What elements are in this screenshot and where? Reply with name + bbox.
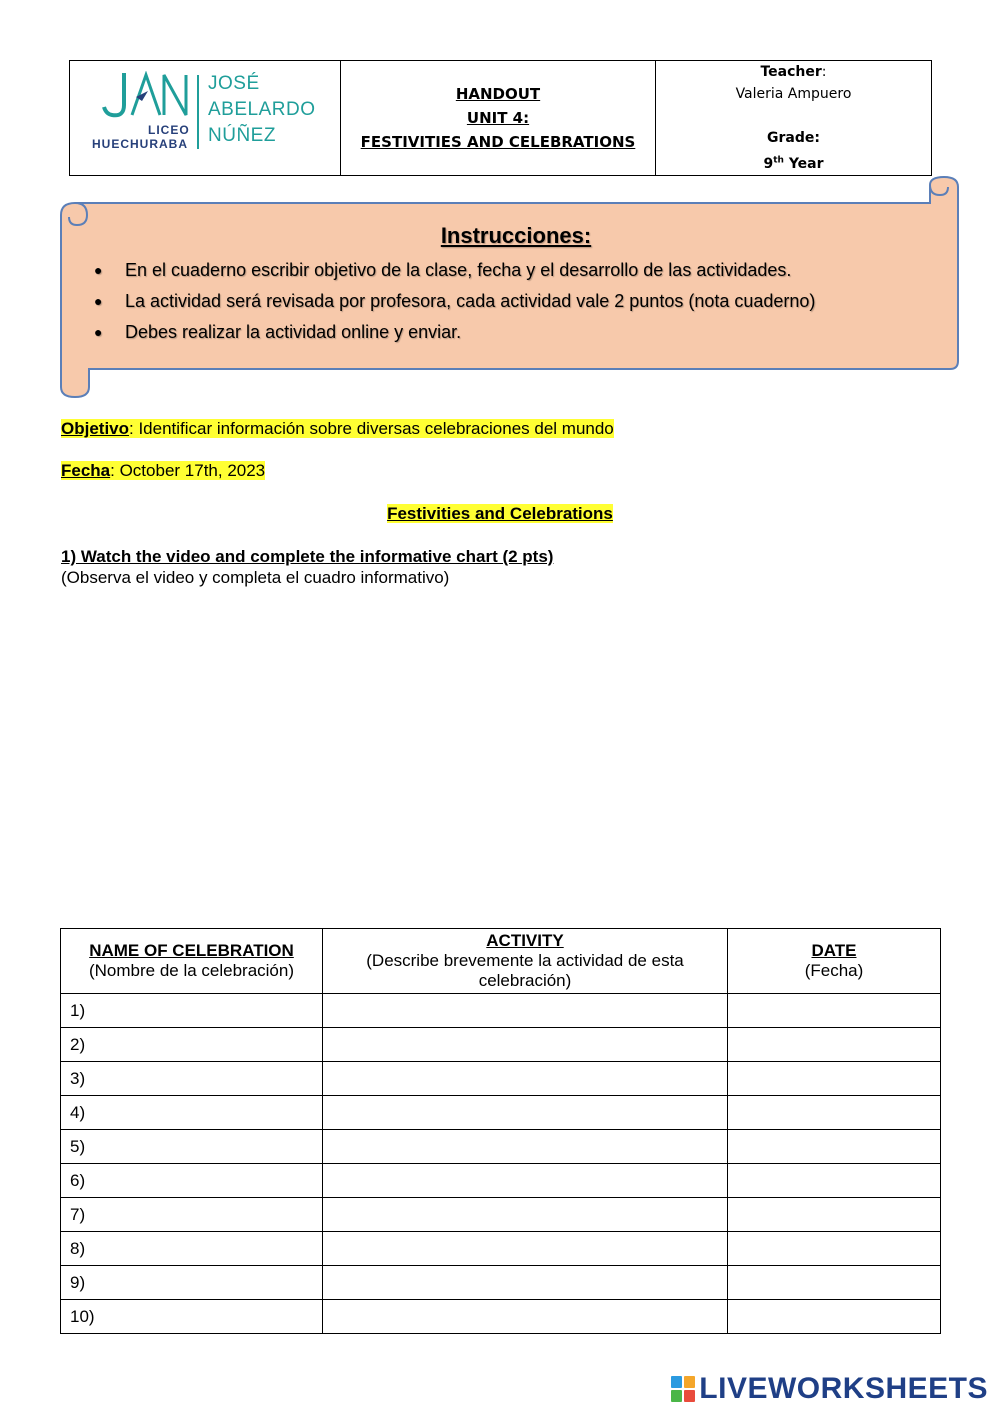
unit-title: UNIT 4: — [466, 109, 530, 127]
date-text: : October 17th, 2023 — [110, 461, 266, 480]
grade-number: 9 — [763, 155, 774, 172]
column-subtitle: (Describe brevemente la actividad de esta celebración) — [366, 951, 684, 990]
row-number: 9) — [61, 1266, 323, 1300]
table-row — [61, 1028, 941, 1062]
liveworksheets-logo-icon — [671, 1376, 695, 1402]
date-cell[interactable] — [728, 1266, 941, 1300]
row-number: 7) — [61, 1198, 323, 1232]
column-header-name — [61, 929, 323, 994]
instructions-list — [94, 256, 815, 349]
instruction-item — [94, 256, 815, 287]
instruction-text: En el cuaderno escribir objetivo de la clase, fecha y el desarrollo de las actividades. — [125, 260, 792, 280]
table-row — [61, 1096, 941, 1130]
date-cell[interactable] — [728, 1062, 941, 1096]
row-number: 1) — [61, 994, 323, 1028]
instructions-title: Instrucciones: — [440, 223, 592, 248]
column-title: NAME OF CELEBRATION — [89, 941, 294, 960]
row-number: 10) — [61, 1300, 323, 1334]
logo-commune-text: HUECHURABA — [92, 137, 188, 151]
section-title: Festivities and Celebrations — [387, 504, 613, 523]
table-row — [61, 1164, 941, 1198]
activity-cell[interactable] — [323, 1164, 728, 1198]
teacher-label: Teacher — [760, 64, 822, 81]
instruction-text: La actividad será revisada por profesora, cada actividad vale 2 puntos (nota cuaderno) — [125, 291, 816, 311]
logo-name-line-1: JOSÉ — [208, 73, 260, 94]
activity-cell[interactable] — [323, 994, 728, 1028]
table-row — [61, 1300, 941, 1334]
logo-cell — [70, 61, 341, 176]
activity-cell[interactable] — [323, 1300, 728, 1334]
teacher-label-line — [656, 61, 931, 83]
activity-cell[interactable] — [323, 1130, 728, 1164]
row-number: 8) — [61, 1232, 323, 1266]
column-title: ACTIVITY — [486, 931, 564, 950]
grade-suffix: th — [773, 155, 784, 166]
teacher-name: Valeria Ampuero — [735, 86, 852, 103]
date-label: Fecha — [61, 461, 111, 480]
activity-cell[interactable] — [323, 1232, 728, 1266]
bullet-icon: ● — [94, 262, 103, 278]
school-logo — [70, 61, 340, 175]
table-row — [61, 994, 941, 1028]
instruction-text: Debes realizar la actividad online y enviar. — [125, 322, 462, 342]
liveworksheets-brand[interactable] — [671, 1372, 988, 1406]
grade-label: Grade: — [767, 130, 820, 147]
column-subtitle: (Fecha) — [804, 961, 864, 980]
table-row — [61, 1266, 941, 1300]
table-row — [61, 1130, 941, 1164]
logo-jan-mark — [102, 71, 194, 121]
handout-cell — [341, 61, 656, 176]
column-header-date — [728, 929, 941, 994]
column-title: DATE — [811, 941, 857, 960]
objective-line — [61, 419, 614, 439]
activity-cell[interactable] — [323, 1062, 728, 1096]
date-cell[interactable] — [728, 994, 941, 1028]
table-header-row — [61, 929, 941, 994]
date-cell[interactable] — [728, 1028, 941, 1062]
row-number: 4) — [61, 1096, 323, 1130]
table-row — [61, 1198, 941, 1232]
task-subtitle: (Observa el video y completa el cuadro informativo) — [61, 568, 450, 587]
date-line — [61, 461, 265, 481]
row-number: 3) — [61, 1062, 323, 1096]
row-number: 6) — [61, 1164, 323, 1198]
header-table — [69, 60, 932, 176]
brand-text: LIVEWORKSHEETS — [699, 1372, 988, 1405]
unit-name: FESTIVITIES AND CELEBRATIONS — [360, 133, 636, 151]
teacher-cell — [656, 61, 932, 176]
activity-cell[interactable] — [323, 1096, 728, 1130]
date-cell[interactable] — [728, 1164, 941, 1198]
column-header-activity — [323, 929, 728, 994]
bullet-icon: ● — [94, 324, 103, 340]
objective-label: Objetivo — [61, 419, 130, 438]
activity-cell[interactable] — [323, 1266, 728, 1300]
date-cell[interactable] — [728, 1096, 941, 1130]
row-number: 5) — [61, 1130, 323, 1164]
column-subtitle: (Nombre de la celebración) — [88, 961, 295, 980]
logo-liceo-text: LICEO — [148, 123, 190, 137]
table-row — [61, 1232, 941, 1266]
activity-cell[interactable] — [323, 1028, 728, 1062]
date-cell[interactable] — [728, 1232, 941, 1266]
handout-title: HANDOUT — [455, 85, 541, 103]
table-row — [61, 1062, 941, 1096]
instruction-item — [94, 287, 815, 318]
logo-name-line-2: ABELARDO — [208, 99, 316, 120]
date-cell[interactable] — [728, 1300, 941, 1334]
row-number: 2) — [61, 1028, 323, 1062]
activity-cell[interactable] — [323, 1198, 728, 1232]
grade-word: Year — [788, 155, 824, 172]
bullet-icon: ● — [94, 293, 103, 309]
date-cell[interactable] — [728, 1130, 941, 1164]
celebrations-table — [60, 928, 941, 1334]
logo-name-line-3: NÚÑEZ — [208, 125, 276, 146]
teacher-colon: : — [821, 64, 827, 81]
task-title: 1) Watch the video and complete the informative chart (2 pts) — [61, 547, 554, 566]
section-title-wrap — [0, 504, 1000, 524]
date-cell[interactable] — [728, 1198, 941, 1232]
instruction-item — [94, 318, 815, 349]
objective-text: : Identificar información sobre diversas celebraciones del mundo — [129, 419, 614, 438]
grade-value — [763, 156, 823, 172]
task-title-wrap — [61, 547, 553, 567]
logo-divider — [197, 75, 199, 149]
